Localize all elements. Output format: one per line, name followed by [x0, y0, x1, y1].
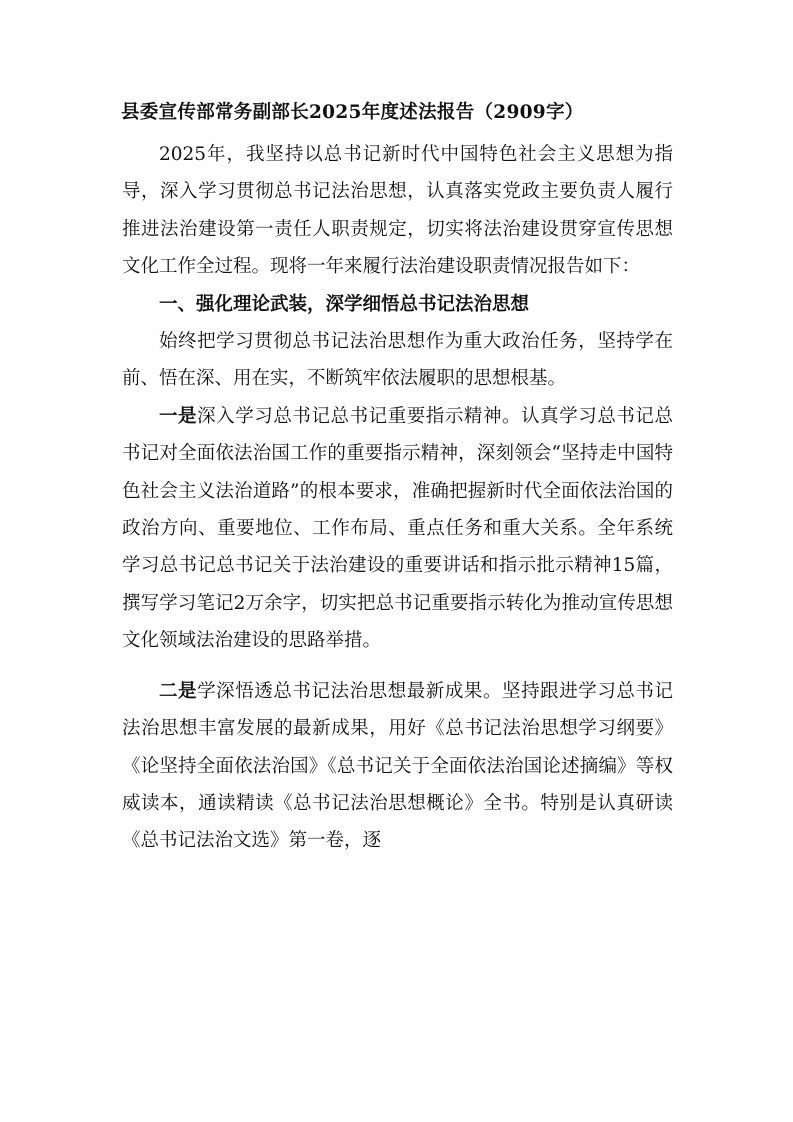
point-one-lead: 一是 — [159, 405, 198, 427]
point-one-text: 深入学习总书记总书记重要指示精神。认真学习总书记总书记对全面依法治国工作的重要指示精神，深刻领会“坚持走中国特色社会主义法治道路”的根本要求，准确把握新时代全面依法治国的政治方向、重要地位、工作布局、重点任务和重大关系。全年系统学习总书记总书记关于法治建设的重要讲话和指示批示精神15篇，撰写学习笔记2万余字，切实把总书记重要指示转化为推动宣传思想文化领域法治建设的思路举措。 — [122, 405, 673, 652]
intro-paragraph: 2025年，我坚持以总书记新时代中国特色社会主义思想为指导，深入学习贯彻总书记法治思想，认真落实党政主要负责人履行推进法治建设第一责任人职责规定，切实将法治建设贯穿宣传思想文化工作全过程。现将一年来履行法治建设职责情况报告如下： — [122, 144, 673, 278]
point-two-text: 学深悟透总书记法治思想最新成果。坚持跟进学习总书记法治思想丰富发展的最新成果，用好《总书记法治思想学习纲要》《论坚持全面依法治国》《总书记关于全面依法治国论述摘编》等权威读本，通读精读《总书记法治思想概论》全书。特别是认真研读《总书记法治文选》第一卷，逐 — [122, 680, 673, 852]
document-body — [122, 136, 673, 860]
section-heading: 一、强化理论武装，深学细悟总书记法治思想 — [159, 293, 530, 315]
point-two-lead: 二是 — [159, 680, 198, 702]
point-one-paragraph — [122, 398, 673, 660]
section-intro-paragraph: 始终把学习贯彻总书记法治思想作为重大政治任务，坚持学在前、悟在深、用在实，不断筑牢依法履职的思想根基。 — [122, 331, 673, 390]
document-title: 县委宣传部常务副部长2025年度述法报告（2909字） — [121, 102, 584, 123]
point-two-paragraph — [122, 673, 673, 860]
